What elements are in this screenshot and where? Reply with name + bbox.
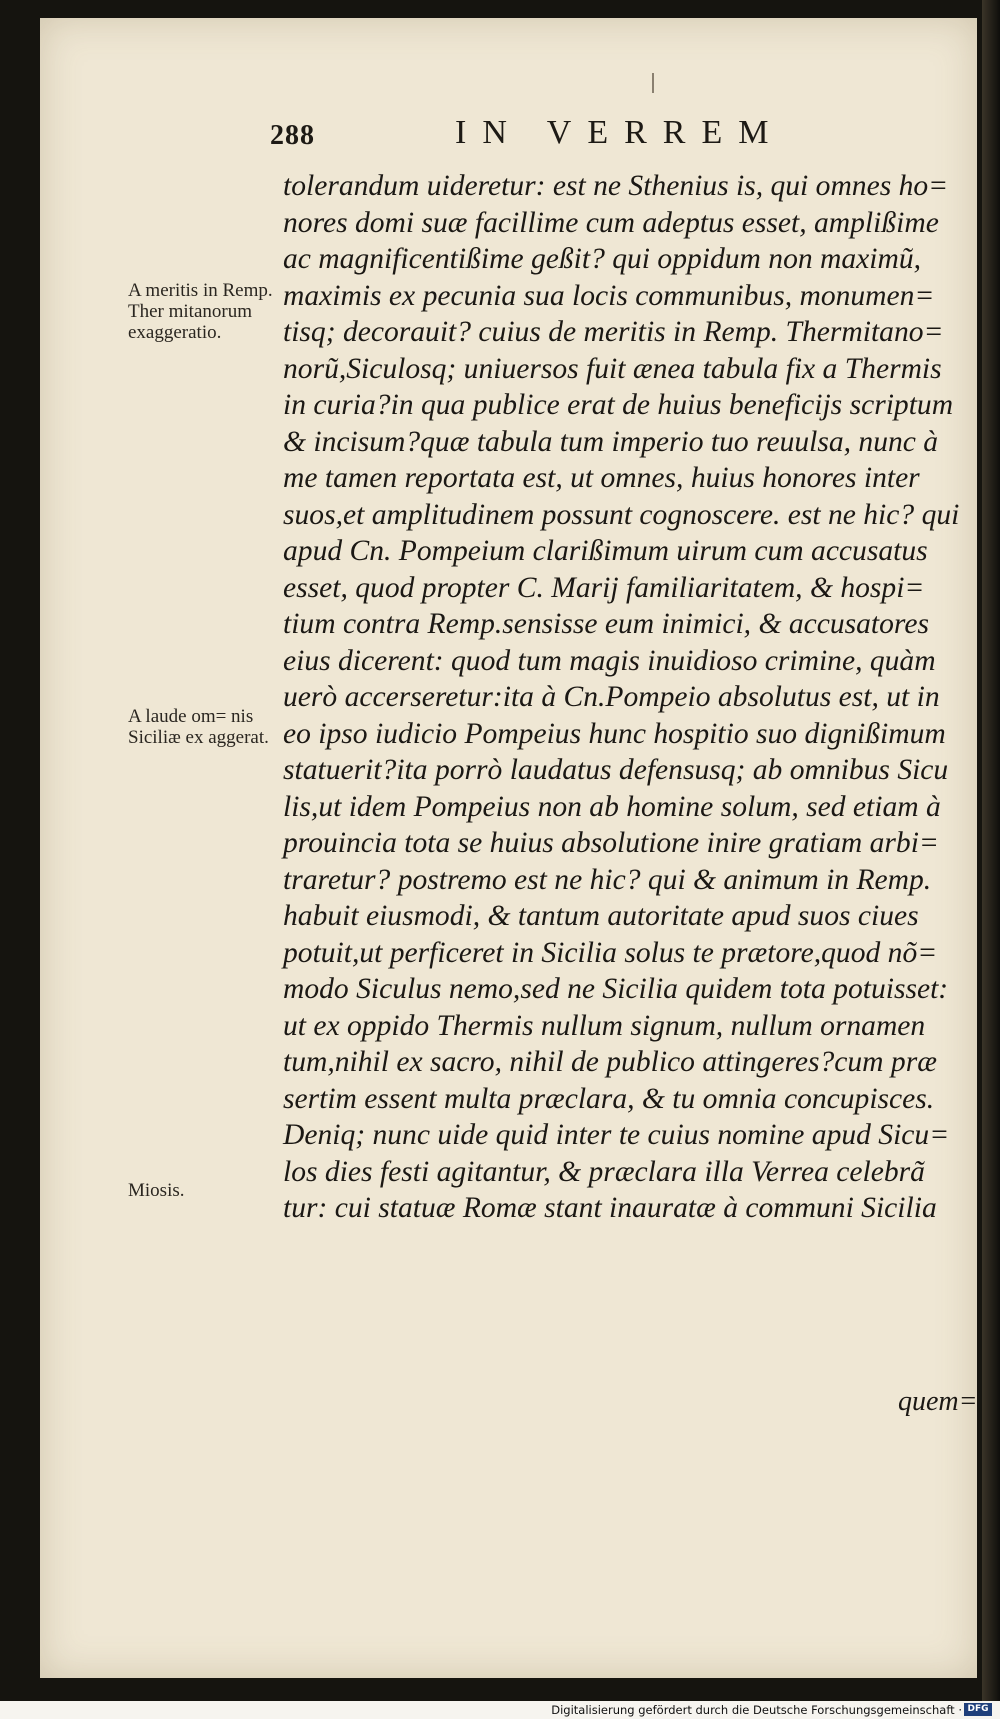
page-number: 288 (270, 120, 315, 151)
text-line: modo Siculus nemo,sed ne Sicilia quidem tota potuisset: (283, 972, 949, 1005)
text-line: apud Cn. Pompeium clarißimum uirum cum accusatus (283, 534, 928, 567)
text-line: tum,nihil ex sacro, nihil de publico attingeres?cum præ (283, 1045, 937, 1078)
text-line: eius dicerent: quod tum magis inuidioso crimine, quàm (283, 643, 936, 677)
sidenote: A meritis in Remp. Ther mitanorum exaggeratio. (128, 280, 273, 343)
footer-bar (0, 1701, 1000, 1719)
text-line: eo ipso iudicio Pompeius hunc hospitio suo dignißimum (283, 716, 946, 750)
sidenote: A laude om= nis Siciliæ ex aggerat. (128, 706, 269, 748)
page-header (40, 106, 977, 166)
text-line: maximis ex pecunia sua locis communibus, monumen= (283, 278, 935, 312)
running-title: IN VERREM (455, 114, 785, 151)
text-line: nores domi suæ facillime cum adeptus esset, amplißime (283, 205, 939, 239)
text-line: norũ,Siculosq; uniuersos fuit ænea tabula fix a Thermis (283, 351, 942, 385)
text-line: traretur? postremo est ne hic? qui & animum in Remp. (283, 862, 932, 896)
text-line: & incisum?quæ tabula tum imperio tuo reuulsa, nunc à (283, 424, 939, 458)
text-line: tisq; decorauit? cuius de meritis in Remp. Thermitano= (283, 315, 944, 348)
text-line: los dies festi agitantur, & præclara illa Verrea celebrã (283, 1154, 925, 1188)
text-line: ut ex oppido Thermis nullum signum, nullum ornamen (283, 1008, 926, 1042)
text-line: statuerit?ita porrò laudatus defensusq; ab omnibus Sicu (283, 753, 949, 786)
text-line: lis,ut idem Pompeius non ab homine solum, sed etiam à (283, 789, 941, 823)
text-line: tolerandum uideretur: est ne Sthenius is, qui omnes ho= (283, 169, 949, 202)
footer-credit: Digitalisierung gefördert durch die Deutsche Forschungsgemeinschaft · (551, 1703, 962, 1717)
dfg-logo-icon: DFG (964, 1703, 992, 1716)
ink-mark (652, 73, 654, 93)
text-line: me tamen reportata est, ut omnes, huius honores inter (283, 461, 920, 494)
body-text (283, 168, 973, 1227)
text-line: in curia?in qua publice erat de huius beneficijs scriptum (283, 388, 954, 421)
sidenote: Miosis. (128, 1180, 185, 1201)
text-line: suos,et amplitudinem possunt cognoscere. est ne hic? qui (283, 497, 960, 531)
text-line: ac magnificentißime geßit? qui oppidum non maximũ, (283, 242, 922, 275)
text-line: Deniq; nunc uide quid inter te cuius nomine apud Sicu= (283, 1118, 950, 1151)
text-line: esset, quod propter C. Marij familiaritatem, & hospi= (283, 570, 925, 604)
page-edge (982, 0, 1000, 1719)
text-line: habuit eiusmodi, & tantum autoritate apud suos ciues (283, 899, 919, 932)
text-line: prouincia tota se huius absolutione inire gratiam arbi= (283, 826, 939, 859)
book-page (40, 18, 977, 1678)
text-line: tur: cui statuæ Romæ stant inauratæ à communi Sicilia (283, 1191, 937, 1224)
text-line: uerò accerseretur:ita à Cn.Pompeio absolutus est, ut in (283, 680, 940, 713)
catchword: quem= (898, 1386, 978, 1417)
text-line: potuit,ut perficeret in Sicilia solus te prætore,quod nõ= (283, 935, 938, 969)
text-line: tium contra Remp.sensisse eum inimici, & accusatores (283, 607, 929, 640)
text-line: sertim essent multa præclara, & tu omnia concupisces. (283, 1081, 935, 1115)
